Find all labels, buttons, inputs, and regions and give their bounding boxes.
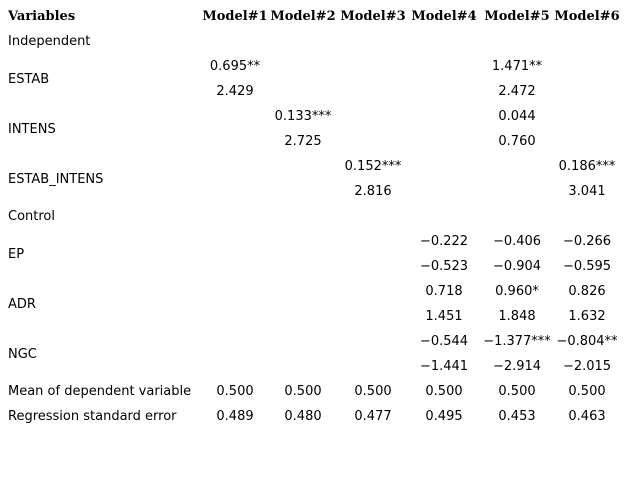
summary-row-mean-dependent — [4, 379, 620, 404]
t-cell — [554, 129, 620, 154]
coef-cell — [480, 154, 554, 179]
model-3-header: Model#3 — [340, 9, 406, 24]
coef-cell — [202, 154, 268, 179]
coef-cell: −0.222 — [419, 234, 469, 249]
coef-row-estab-intens — [4, 154, 620, 179]
coef-cell — [338, 229, 408, 254]
t-cell — [268, 179, 338, 204]
summary-cell: 0.500 — [216, 384, 254, 399]
summary-cell: 0.489 — [216, 409, 254, 424]
t-cell: 2.472 — [498, 84, 536, 99]
coef-cell: −0.804** — [556, 334, 618, 349]
coef-cell: 0.718 — [425, 284, 463, 299]
t-cell — [202, 179, 268, 204]
coef-row-ngc — [4, 329, 620, 354]
coef-cell — [338, 329, 408, 354]
variable-label-estab-intens: ESTAB_INTENS — [8, 171, 104, 187]
t-cell: −0.523 — [419, 259, 469, 274]
coef-cell: −0.544 — [419, 334, 469, 349]
t-cell — [202, 304, 268, 329]
model-5-header: Model#5 — [484, 9, 550, 24]
variable-label-estab: ESTAB — [8, 71, 50, 87]
coef-cell — [554, 54, 620, 79]
coef-cell — [202, 279, 268, 304]
model-4-header: Model#4 — [411, 9, 477, 24]
summary-label-mean-dependent: Mean of dependent variable — [8, 384, 192, 399]
coef-cell: 0.960* — [495, 284, 539, 299]
t-cell: 1.632 — [568, 309, 606, 324]
coef-cell — [202, 229, 268, 254]
t-cell — [268, 79, 338, 104]
t-cell: 1.848 — [498, 309, 536, 324]
t-cell: −2.914 — [492, 359, 542, 374]
summary-cell: 0.500 — [568, 384, 606, 399]
coef-cell: 0.152*** — [344, 159, 402, 174]
header-row — [4, 4, 620, 29]
summary-row-regression-se — [4, 404, 620, 429]
coef-cell: −1.377*** — [483, 334, 551, 349]
coef-cell — [268, 329, 338, 354]
coef-cell — [268, 229, 338, 254]
coef-row-adr — [4, 279, 620, 304]
t-cell — [338, 254, 408, 279]
t-cell — [338, 354, 408, 379]
coef-cell — [408, 54, 480, 79]
t-cell: 0.760 — [498, 134, 536, 149]
coef-cell — [338, 279, 408, 304]
summary-cell: 0.453 — [498, 409, 536, 424]
t-cell — [554, 79, 620, 104]
summary-cell: 0.500 — [498, 384, 536, 399]
model-6-header: Model#6 — [554, 9, 620, 24]
t-cell: −2.015 — [562, 359, 612, 374]
model-2-header: Model#2 — [270, 9, 336, 24]
regression-table — [4, 4, 620, 429]
coef-cell: −0.266 — [562, 234, 612, 249]
t-cell: 2.816 — [354, 184, 392, 199]
t-cell — [202, 129, 268, 154]
coef-row-intens — [4, 104, 620, 129]
coef-cell — [268, 154, 338, 179]
t-cell: 2.429 — [216, 84, 254, 99]
model-1-header: Model#1 — [202, 9, 268, 24]
coef-cell — [202, 104, 268, 129]
section-label-control: Control — [8, 209, 55, 224]
t-cell: 2.725 — [284, 134, 322, 149]
coef-row-estab — [4, 54, 620, 79]
summary-cell: 0.480 — [284, 409, 322, 424]
coef-cell — [408, 154, 480, 179]
coef-cell — [268, 54, 338, 79]
variables-header: Variables — [8, 9, 76, 24]
t-cell: 3.041 — [568, 184, 606, 199]
t-cell — [338, 129, 408, 154]
section-row-control — [4, 204, 620, 229]
t-cell: −1.441 — [419, 359, 469, 374]
coef-cell: 0.044 — [498, 109, 536, 124]
section-label-independent: Independent — [8, 34, 91, 49]
summary-cell: 0.477 — [354, 409, 392, 424]
t-cell: −0.904 — [492, 259, 542, 274]
variable-label-ep: EP — [8, 246, 25, 262]
summary-cell: 0.495 — [425, 409, 463, 424]
coef-cell: −0.406 — [492, 234, 542, 249]
variable-label-intens: INTENS — [8, 121, 56, 137]
coef-cell — [338, 54, 408, 79]
summary-cell: 0.500 — [354, 384, 392, 399]
summary-cell: 0.463 — [568, 409, 606, 424]
t-cell — [268, 304, 338, 329]
coef-cell: 1.471** — [491, 59, 543, 74]
coef-cell — [554, 104, 620, 129]
t-cell — [338, 304, 408, 329]
coef-cell: 0.186*** — [558, 159, 616, 174]
coef-cell: 0.133*** — [274, 109, 332, 124]
summary-cell: 0.500 — [425, 384, 463, 399]
t-cell: 1.451 — [425, 309, 463, 324]
t-cell — [202, 254, 268, 279]
variable-label-adr: ADR — [8, 296, 36, 312]
coef-cell — [338, 104, 408, 129]
variable-label-ngc: NGC — [8, 346, 37, 362]
t-cell — [408, 79, 480, 104]
t-cell — [268, 254, 338, 279]
summary-label-regression-se: Regression standard error — [8, 409, 177, 424]
coef-cell — [202, 329, 268, 354]
t-cell — [338, 79, 408, 104]
t-cell — [408, 179, 480, 204]
coef-cell: 0.695** — [209, 59, 261, 74]
summary-cell: 0.500 — [284, 384, 322, 399]
t-cell — [480, 179, 554, 204]
coef-cell — [408, 104, 480, 129]
coef-row-ep — [4, 229, 620, 254]
t-cell — [268, 354, 338, 379]
coef-cell — [268, 279, 338, 304]
t-cell — [202, 354, 268, 379]
section-row-independent — [4, 29, 620, 54]
t-cell: −0.595 — [562, 259, 612, 274]
coef-cell: 0.826 — [568, 284, 606, 299]
t-cell — [408, 129, 480, 154]
